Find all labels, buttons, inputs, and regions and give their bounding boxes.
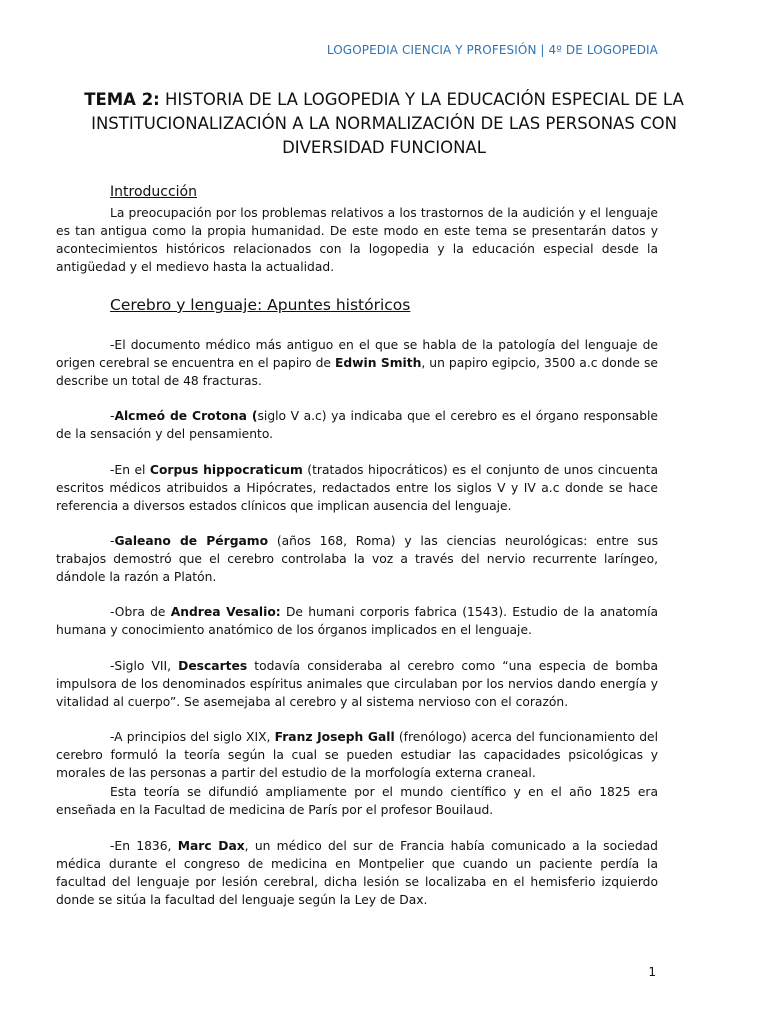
paragraph-vesalio: -Obra de Andrea Vesalio: De humani corporis fabrica (1543). Estudio de la anatomía humana y conocimiento anatómico de los órganos implicados en el lenguaje. [56, 605, 659, 637]
paragraph-marc-dax: -En 1836, Marc Dax, un médico del sur de Francia había comunicado a la sociedad médica durante el congreso de medicina en Montpelier que cuando un paciente perdía la facultad del lenguaje por lesión cerebral, dicha lesión se localizaba en el hemisferio izquierdo donde se sitúa la facultad del lenguaje según la Ley de Dax. [56, 839, 658, 907]
title-label: TEMA 2: [84, 90, 160, 109]
section-heading-cerebro: Cerebro y lenguaje: Apuntes históricos [110, 296, 411, 314]
paragraph-descartes: -Siglo VII, Descartes todavía consideraba al cerebro como “una especia de bomba impulsora de los denominados espíritus animales que circulaban por los nervios dando energía y vitalidad al cuerpo”. Se asemejaba al cerebro y al sistema nervioso con el corazón. [56, 659, 659, 709]
title-text: HISTORIA DE LA LOGOPEDIA Y LA EDUCACIÓN ESPECIAL DE LA INSTITUCIONALIZACIÓN A LA NORMALIZACIÓN DE LAS PERSONAS CON DIVERSIDAD FUNCIONAL [91, 90, 684, 157]
running-header: LOGOPEDIA CIENCIA Y PROFESIÓN | 4º DE LOGOPEDIA [326, 43, 658, 57]
document-title [80, 88, 688, 160]
section-heading-introduccion: Introducción [110, 184, 197, 200]
paragraph-galeano: -Galeano de Pérgamo (años 168, Roma) y las ciencias neurológicas: entre sus trabajos demostró que el cerebro controlaba la voz a través del nervio recurrente laríngeo, dándole la razón a Platón. [56, 534, 658, 584]
page-number: 1 [648, 965, 656, 979]
paragraph-corpus-hippocraticum: -En el Corpus hippocraticum (tratados hipocráticos) es el conjunto de unos cincuenta escritos médicos atribuidos a Hipócrates, redactados entre los siglos V y IV a.c donde se hace referencia a diversos estados clínicos que implican ausencia del lenguaje. [56, 463, 658, 513]
paragraph-edwin-smith: -El documento médico más antiguo en el que se habla de la patología del lenguaje de origen cerebral se encuentra en el papiro de Edwin Smith, un papiro egipcio, 3500 a.c donde se describe un total de 48 fracturas. [56, 338, 658, 388]
paragraph-alcmeo: -Alcmeó de Crotona (siglo V a.c) ya indicaba que el cerebro es el órgano responsable de la sensación y del pensamiento. [56, 409, 658, 441]
paragraph-gall: -A principios del siglo XIX, Franz Joseph Gall (frenólogo) acerca del funcionamiento del cerebro formuló la teoría según la cual se pueden estudiar las capacidades psicológicas y morales de las personas a partir del estudio de la morfología externa craneal. [56, 730, 659, 780]
paragraph-teoria-difusion: Esta teoría se difundió ampliamente por el mundo científico y en el año 1825 era enseñada en la Facultad de medicina de París por el profesor Bouilaud. [56, 785, 658, 817]
intro-paragraph: La preocupación por los problemas relativos a los trastornos de la audición y el lenguaje es tan antigua como la propia humanidad. De este modo en este tema se presentarán datos y acontecimientos históricos relacionados con la logopedia y la educación especial desde la antigüedad y el medievo hasta la actualidad. [56, 206, 658, 274]
